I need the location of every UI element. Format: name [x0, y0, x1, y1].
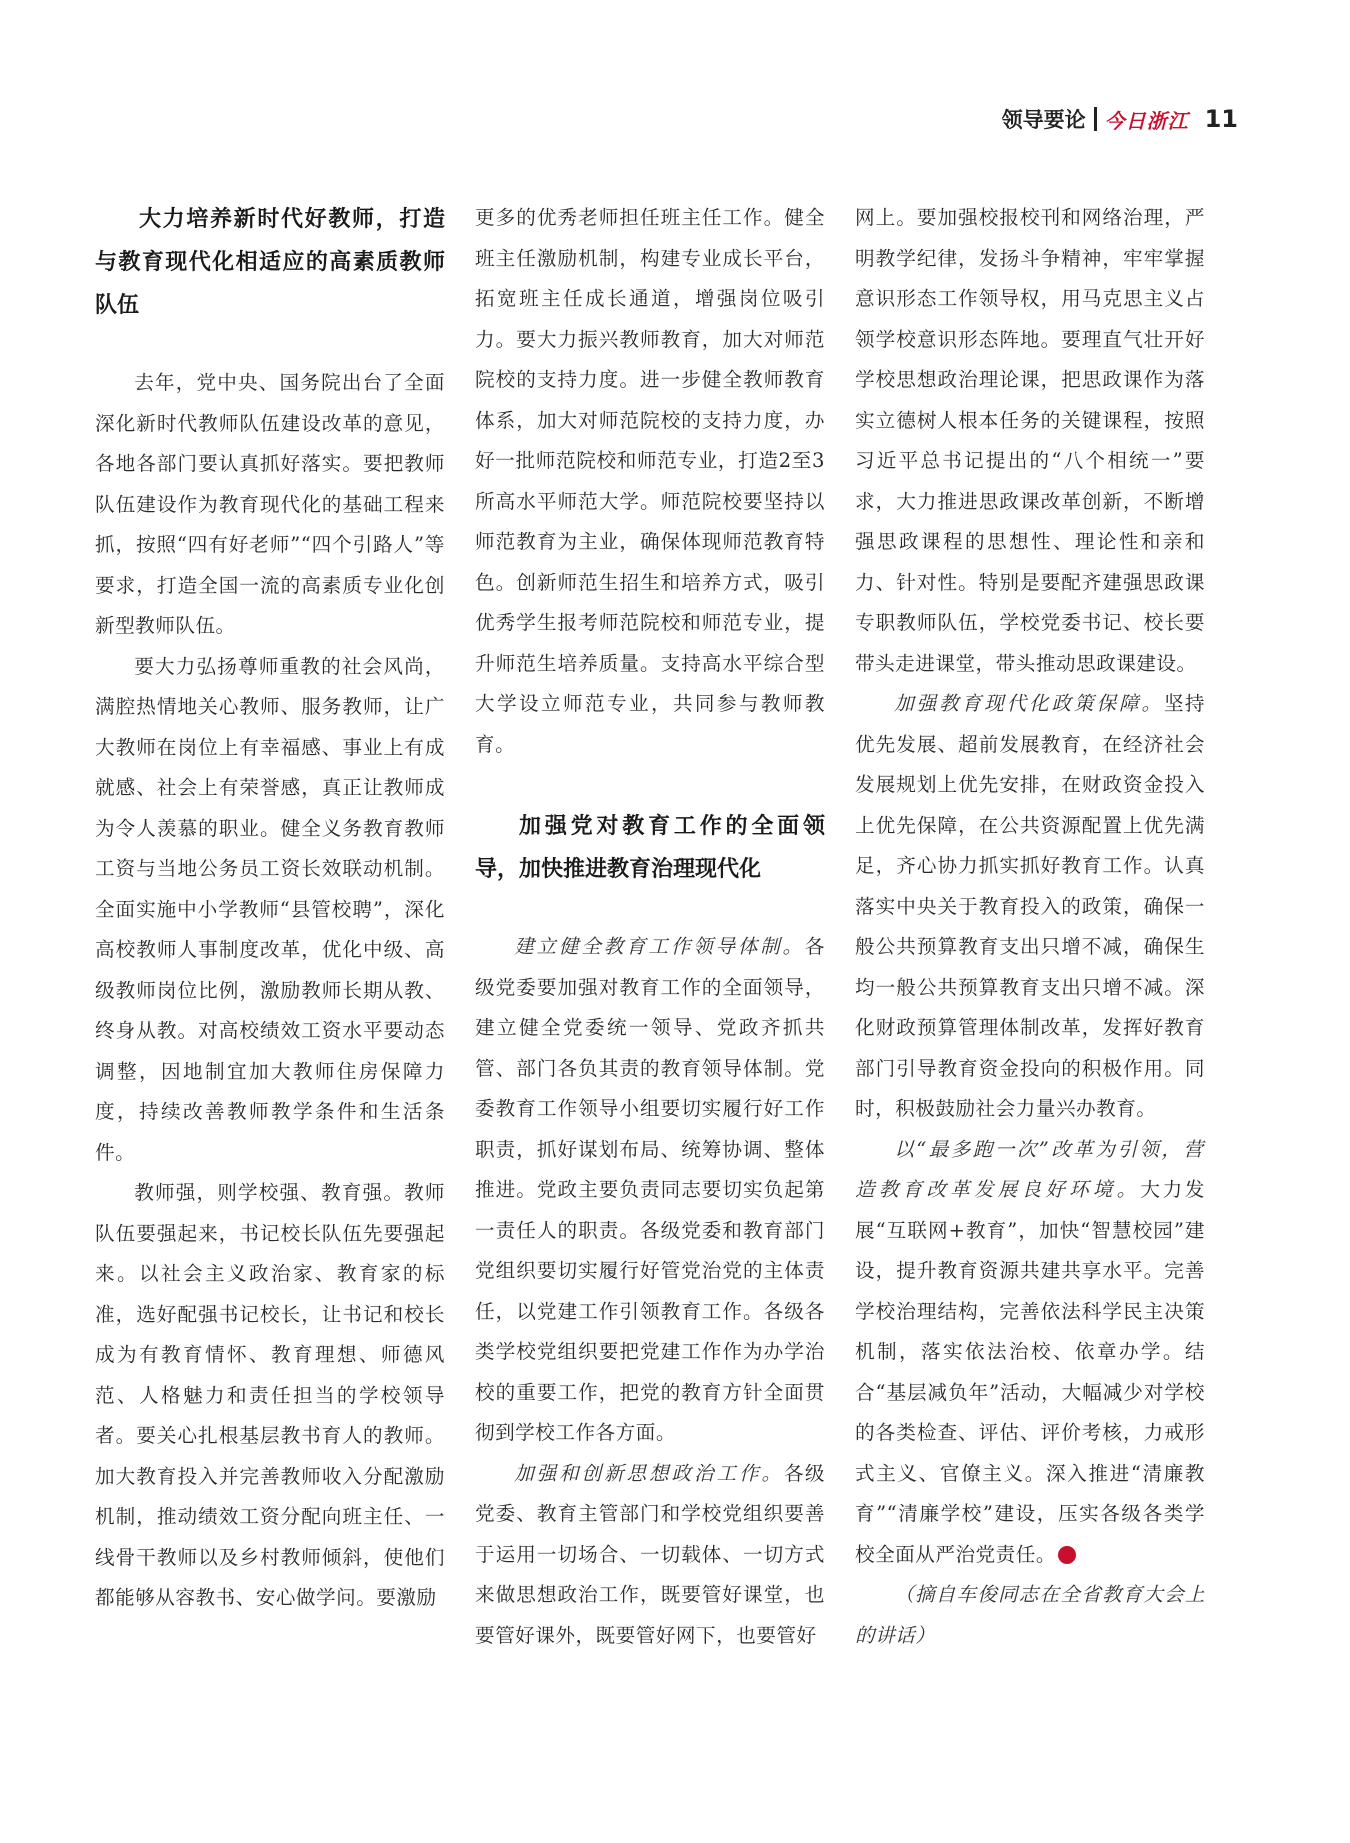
end-mark-icon [1058, 1546, 1076, 1564]
paragraph: 教师强，则学校强、教育强。教师队伍要强起来，书记校长队伍先要强起来。以社会主义政治家、教育家的标准，选好配强书记校长，让书记和校长成为有教育情怀、教育理想、师德风范、人格魅力和责任担当的学校领导者。要关心扎根基层教书育人的教师。加大教育投入并完善教师收入分配激励机制，推动绩效工资分配向班主任、一线骨干教师以及乡村教师倾斜，使他们都能够从容教书、安心做学问。要激励 [95, 1181, 445, 1609]
page-number: 11 [1204, 105, 1238, 133]
paragraph-body: 大力发展“互联网+教育”，加快“智慧校园”建设，提升教育资源共建共享水平。完善学校治理结构，完善依法科学民主决策机制，落实依法治校、依章办学。结合“基层减负年”活动，大幅减少对学校的各类检查、评估、评价考核，力戒形式主义、官僚主义。深入推进“清廉教育”“清廉学校”建设，压实各级各类学校全面从严治党责任。 [855, 1178, 1206, 1566]
paragraph-body: 坚持优先发展、超前发展教育，在经济社会发展规划上优先安排，在财政资金投入上优先保障，在公共资源配置上优先满足，齐心协力抓实抓好教育工作。认真落实中央关于教育投入的政策，确保一般公共预算教育支出只增不减，确保生均一般公共预算教育支出只增不减。深化财政预算管理体制改革，发挥好教育部门引导教育资金投向的积极作用。同时，积极鼓励社会力量兴办教育。 [855, 692, 1206, 1120]
header-divider [1094, 107, 1097, 131]
column-2 [475, 198, 825, 1656]
paragraph [475, 1454, 825, 1657]
paragraph-lead: 以“最多跑一次”改革为引领，营造教育改革发展良好环境。 [855, 1137, 1205, 1201]
paragraph-lead: 加强和创新思想政治工作。 [514, 1461, 784, 1485]
paragraph: 网上。要加强校报校刊和网络治理，严明教学纪律，发扬斗争精神，牢牢掌握意识形态工作领导权，用马克思主义占领学校意识形态阵地。要理直气壮开好学校思想政治理论课，把思政课作为落实立德树人根本任务的关键课程，按照习近平总书记提出的“八个相统一”要求，大力推进思政课改革创新，不断增强思政课程的思想性、理论性和亲和力、针对性。特别是要配齐建强思政课专职教师队伍，学校党委书记、校长要带头走进课堂，带头推动思政课建设。 [855, 206, 1205, 675]
section-heading: 大力培养新时代好教师，打造与教育现代化相适应的高素质教师队伍 [95, 207, 445, 318]
paragraph: 要大力弘扬尊师重教的社会风尚，满腔热情地关心教师、服务教师，让广大教师在岗位上有幸福感、事业上有成就感、社会上有荣誉感，真正让教师成为令人羡慕的职业。健全义务教育教师工资与当地公务员工资长效联动机制。全面实施中小学教师“县管校聘”，深化高校教师人事制度改革，优化中级、高级教师岗位比例，激励教师长期从教、终身从教。对高校绩效工资水平要动态调整，因地制宜加大教师住房保障力度，持续改善教师教学条件和生活条件。 [95, 654, 445, 1164]
column-1 [95, 198, 445, 1619]
section-heading: 加强党对教育工作的全面领导，加快推进教育治理现代化 [475, 814, 825, 882]
section-label: 领导要论 [1001, 108, 1086, 132]
paragraph [475, 927, 825, 1454]
paragraph: 更多的优秀老师担任班主任工作。健全班主任激励机制，构建专业成长平台，拓宽班主任成长通道，增强岗位吸引力。要大力振兴教师教育，加大对师范院校的支持力度。进一步健全教师教育体系，加大对师范院校的支持力度，办好一批师范院校和师范专业，打造2至3所高水平师范大学。师范院校要坚持以师范教育为主业，确保体现师范教育特色。创新师范生招生和培养方式，吸引优秀学生报考师范院校和师范专业，提升师范生培养质量。支持高水平综合型大学设立师范专业，共同参与教师教育。 [475, 206, 825, 756]
paragraph-body: 各级党委、教育主管部门和学校党组织要善于运用一切场合、一切载体、一切方式来做思想政治工作，既要管好课堂，也要管好课外，既要管好网下，也要管好 [475, 1461, 826, 1647]
paragraph-lead: 建立健全教育工作领导体制。 [514, 935, 805, 958]
magazine-logo: 今日浙江 [1104, 108, 1189, 133]
paragraph [855, 1130, 1205, 1576]
column-3 [855, 198, 1205, 1656]
paragraph [855, 684, 1205, 1130]
page-header [1002, 104, 1238, 134]
source-note: （摘自车俊同志在全省教育大会上的讲话） [855, 1583, 1205, 1647]
paragraph-lead: 加强教育现代化政策保障。 [894, 692, 1164, 715]
paragraph: 去年，党中央、国务院出台了全面深化新时代教师队伍建设改革的意见，各地各部门要认真抓好落实。要把教师队伍建设作为教育现代化的基础工程来抓，按照“四有好老师”“四个引路人”等要求，打造全国一流的高素质专业化创新型教师队伍。 [95, 371, 445, 637]
paragraph-body: 各级党委要加强对教育工作的全面领导，建立健全党委统一领导、党政齐抓共管、部门各负其责的教育领导体制。党委教育工作领导小组要切实履行好工作职责，抓好谋划布局、统筹协调、整体推进。党政主要负责同志要切实负起第一责任人的职责。各级党委和教育部门党组织要切实履行好管党治党的主体责任，以党建工作引领教育工作。各级各类学校党组织要把党建工作作为办学治校的重要工作，把党的教育方针全面贯彻到学校工作各方面。 [475, 935, 825, 1444]
